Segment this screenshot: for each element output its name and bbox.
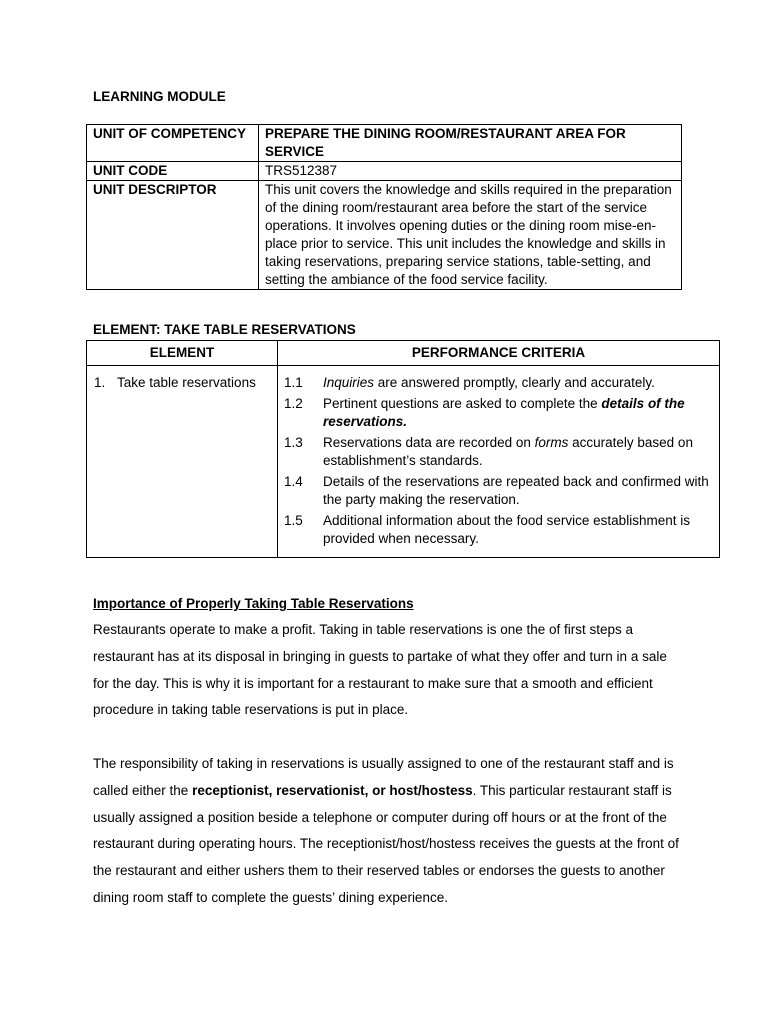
criteria-number: 1.5 xyxy=(284,513,303,528)
unit-descriptor-value: This unit covers the knowledge and skills required in the preparation of the dining room/restaurant area before the start of the service operations. It involves opening duties or the dining room mise-en-place prior to service. This unit includes the knowledge and skills in taking reservations, preparing service stations, table-setting, and setting the ambiance of the food service facility. xyxy=(259,181,682,290)
element-column-header: ELEMENT xyxy=(87,341,278,366)
criteria-text-part: Pertinent questions are asked to complete the xyxy=(323,396,602,411)
criteria-text-part: Reservations data are recorded on xyxy=(323,435,535,450)
criteria-item xyxy=(284,395,713,431)
element-table-header-row xyxy=(87,341,720,366)
element-item xyxy=(94,374,277,392)
unit-code-label: UNIT CODE xyxy=(87,162,259,181)
criteria-emphasis: Inquiries xyxy=(323,375,375,390)
element-number: 1. xyxy=(94,375,106,390)
criteria-number: 1.4 xyxy=(284,474,303,489)
criteria-item xyxy=(284,374,713,392)
criteria-number: 1.3 xyxy=(284,435,303,450)
paragraph-text: . This particular restaurant staff is usually assigned a position beside a telephone or computer during off hours or at the front of the restaurant during operating hours. The receptionist/host/hostess receives the guests at the front of the restaurant and either ushers them to their reserved tables or endorses the guests to another dining room staff to complete the guests’ dining experience. xyxy=(93,782,679,905)
unit-table-row xyxy=(87,162,682,181)
unit-competency-value: PREPARE THE DINING ROOM/RESTAURANT AREA FOR SERVICE xyxy=(259,125,682,162)
criteria-text xyxy=(323,395,713,431)
criteria-column-header: PERFORMANCE CRITERIA xyxy=(278,341,720,366)
criteria-cell xyxy=(278,366,720,558)
element-heading: ELEMENT: TAKE TABLE RESERVATIONS xyxy=(93,322,356,337)
unit-code-value: TRS512387 xyxy=(259,162,682,181)
element-table-row xyxy=(87,366,720,558)
criteria-text-part: accurately based on establishment’s standards. xyxy=(323,435,693,468)
criteria-text-part: are answered promptly, clearly and accurately. xyxy=(374,375,655,390)
unit-table-row xyxy=(87,181,682,290)
criteria-list xyxy=(278,366,719,548)
criteria-emphasis: details of the reservations. xyxy=(323,396,685,429)
unit-info-table xyxy=(86,124,682,290)
criteria-number: 1.2 xyxy=(284,396,303,411)
criteria-item xyxy=(284,473,713,509)
paragraph xyxy=(93,751,683,912)
paragraph-bold-text: receptionist, reservationist, or host/hostess xyxy=(192,782,473,798)
criteria-number: 1.1 xyxy=(284,375,303,390)
unit-table-row xyxy=(87,125,682,162)
paragraph-text: The responsibility of taking in reservations is usually assigned to one of the restaurant staff and is called either the xyxy=(93,756,674,798)
criteria-text: Additional information about the food service establishment is provided when necessary. xyxy=(323,513,690,546)
criteria-item xyxy=(284,434,713,470)
criteria-text xyxy=(323,434,713,470)
unit-competency-label: UNIT OF COMPETENCY xyxy=(87,125,259,162)
criteria-text xyxy=(323,374,713,392)
criteria-emphasis: forms xyxy=(534,435,569,450)
criteria-text: Details of the reservations are repeated back and confirmed with the party making the reservation. xyxy=(323,474,709,507)
element-text: Take table reservations xyxy=(117,375,256,390)
unit-descriptor-label: UNIT DESCRIPTOR xyxy=(87,181,259,290)
module-title: LEARNING MODULE xyxy=(93,89,226,104)
element-cell xyxy=(87,366,278,558)
element-criteria-table xyxy=(86,340,720,558)
paragraph: Restaurants operate to make a profit. Taking in table reservations is one the of first steps a restaurant has at its disposal in bringing in guests to partake of what they offer and turn in a sale for the day. This is why it is important for a restaurant to make sure that a smooth and efficient procedure in taking table reservations is put in place. xyxy=(93,622,667,718)
criteria-item xyxy=(284,512,713,548)
section-title: Importance of Properly Taking Table Reservations xyxy=(93,596,414,611)
